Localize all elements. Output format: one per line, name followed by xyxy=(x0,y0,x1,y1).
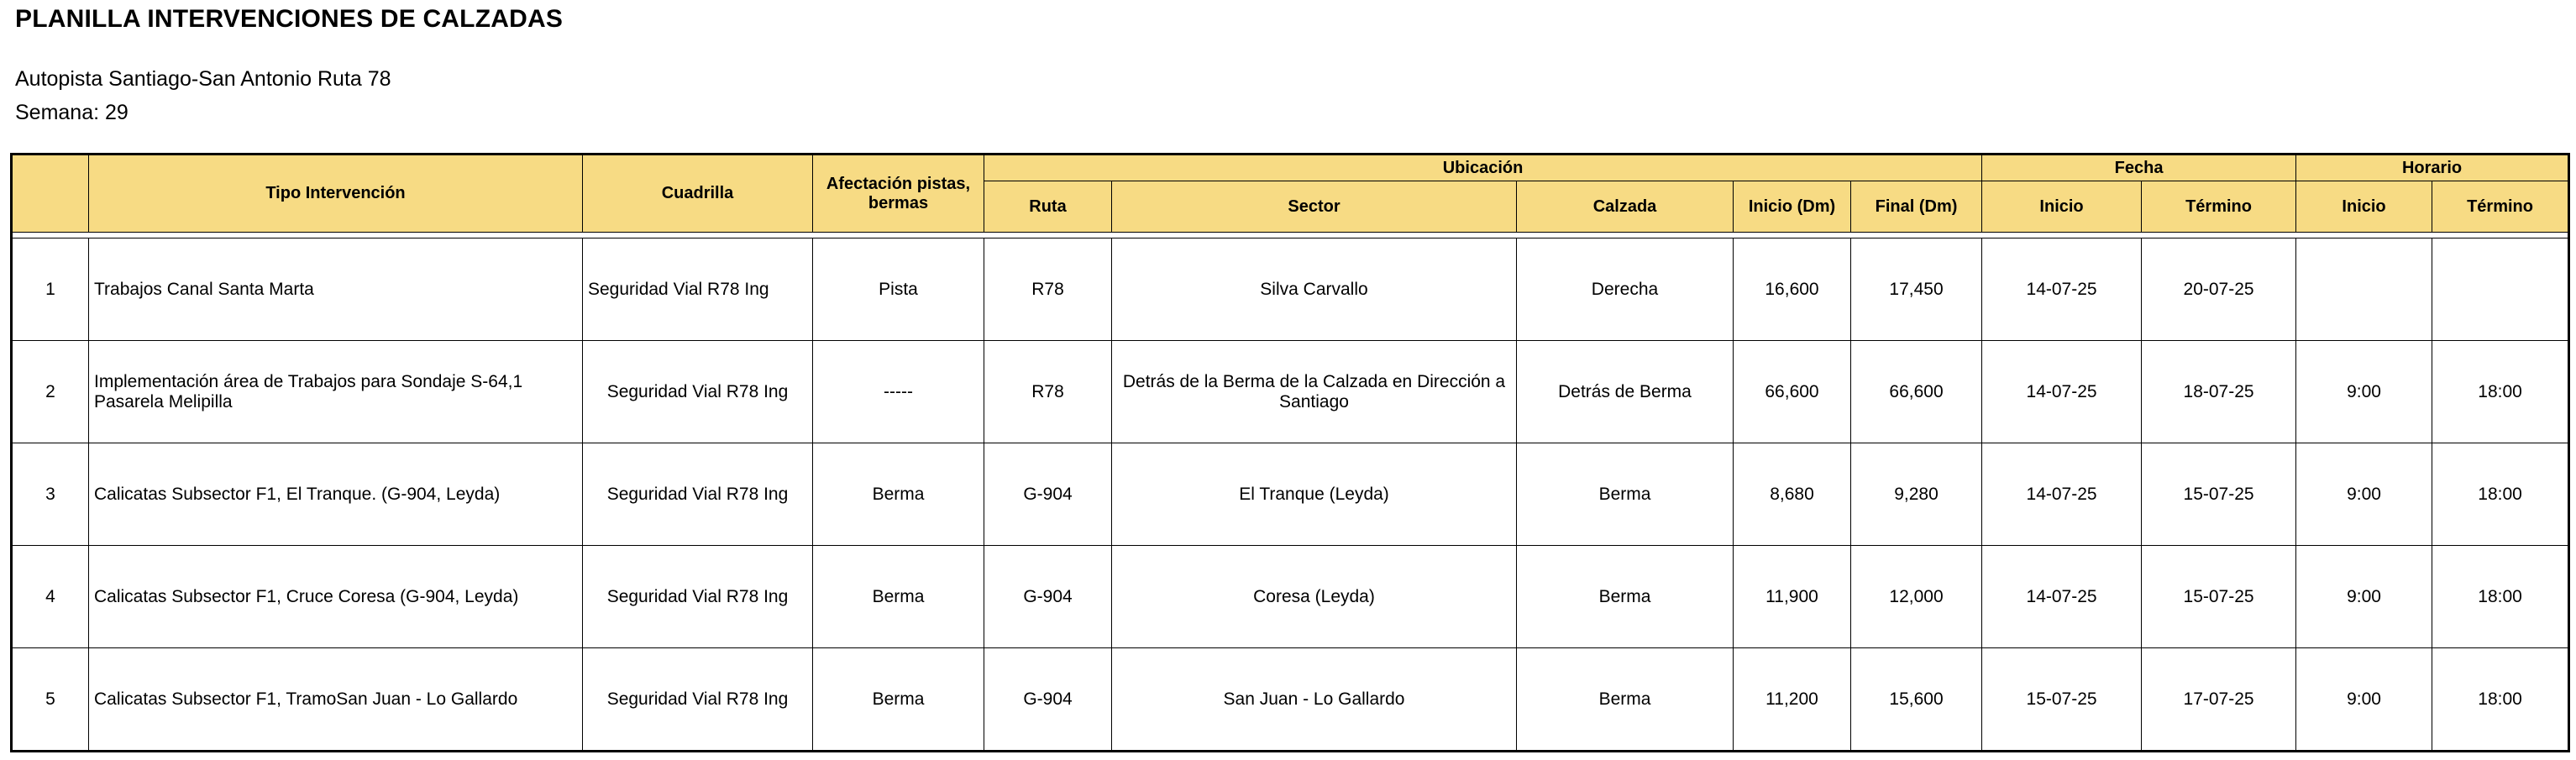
cell-ruta: R78 xyxy=(984,341,1112,443)
cell-horario-inicio: 9:00 xyxy=(2296,546,2432,648)
cell-calzada: Detrás de Berma xyxy=(1517,341,1734,443)
cell-inicio-dm: 8,680 xyxy=(1734,443,1851,546)
cell-tipo-intervencion: Calicatas Subsector F1, El Tranque. (G-904, Leyda) xyxy=(89,443,583,546)
row-index: 3 xyxy=(12,443,89,546)
cell-horario-termino: 18:00 xyxy=(2432,648,2569,752)
header-fecha-inicio: Inicio xyxy=(1982,181,2142,233)
cell-cuadrilla: Seguridad Vial R78 Ing xyxy=(583,546,813,648)
table-row xyxy=(12,648,2569,752)
cell-tipo-intervencion: Trabajos Canal Santa Marta xyxy=(89,238,583,341)
header-index xyxy=(12,155,89,233)
header-spacer-row xyxy=(12,233,2569,238)
row-index: 2 xyxy=(12,341,89,443)
table-row xyxy=(12,238,2569,341)
cell-cuadrilla: Seguridad Vial R78 Ing xyxy=(583,238,813,341)
cell-sector: Detrás de la Berma de la Calzada en Dirección a Santiago xyxy=(1112,341,1517,443)
cell-ruta: R78 xyxy=(984,238,1112,341)
cell-inicio-dm: 11,200 xyxy=(1734,648,1851,752)
cell-tipo-intervencion: Calicatas Subsector F1, TramoSan Juan - Lo Gallardo xyxy=(89,648,583,752)
cell-inicio-dm: 16,600 xyxy=(1734,238,1851,341)
header-inicio-dm: Inicio (Dm) xyxy=(1734,181,1851,233)
cell-tipo-intervencion: Calicatas Subsector F1, Cruce Coresa (G-904, Leyda) xyxy=(89,546,583,648)
page-title: PLANILLA INTERVENCIONES DE CALZADAS xyxy=(15,5,564,33)
header-ruta: Ruta xyxy=(984,181,1112,233)
cell-fecha-termino: 20-07-25 xyxy=(2142,238,2296,341)
header-horario-termino: Término xyxy=(2432,181,2569,233)
cell-horario-inicio: 9:00 xyxy=(2296,341,2432,443)
cell-fecha-inicio: 14-07-25 xyxy=(1982,341,2142,443)
header-fecha: Fecha xyxy=(1982,155,2296,181)
cell-afectacion: ----- xyxy=(813,341,984,443)
cell-sector: El Tranque (Leyda) xyxy=(1112,443,1517,546)
row-index: 5 xyxy=(12,648,89,752)
header-final-dm: Final (Dm) xyxy=(1851,181,1982,233)
cell-final-dm: 9,280 xyxy=(1851,443,1982,546)
cell-fecha-termino: 18-07-25 xyxy=(2142,341,2296,443)
table-row xyxy=(12,341,2569,443)
cell-fecha-termino: 17-07-25 xyxy=(2142,648,2296,752)
header-afectacion: Afectación pistas, bermas xyxy=(813,155,984,233)
header-horario-inicio: Inicio xyxy=(2296,181,2432,233)
cell-fecha-termino: 15-07-25 xyxy=(2142,546,2296,648)
cell-fecha-inicio: 14-07-25 xyxy=(1982,443,2142,546)
interventions-table xyxy=(10,153,2570,752)
cell-cuadrilla: Seguridad Vial R78 Ing xyxy=(583,443,813,546)
cell-fecha-inicio: 14-07-25 xyxy=(1982,546,2142,648)
header-ubicacion: Ubicación xyxy=(984,155,1982,181)
cell-cuadrilla: Seguridad Vial R78 Ing xyxy=(583,648,813,752)
cell-afectacion: Pista xyxy=(813,238,984,341)
table-row xyxy=(12,443,2569,546)
cell-fecha-inicio: 14-07-25 xyxy=(1982,238,2142,341)
cell-tipo-intervencion: Implementación área de Trabajos para Sondaje S-64,1 Pasarela Melipilla xyxy=(89,341,583,443)
header-horario: Horario xyxy=(2296,155,2569,181)
cell-final-dm: 15,600 xyxy=(1851,648,1982,752)
cell-final-dm: 17,450 xyxy=(1851,238,1982,341)
cell-horario-termino: 18:00 xyxy=(2432,443,2569,546)
cell-calzada: Berma xyxy=(1517,546,1734,648)
cell-final-dm: 12,000 xyxy=(1851,546,1982,648)
cell-fecha-termino: 15-07-25 xyxy=(2142,443,2296,546)
cell-afectacion: Berma xyxy=(813,546,984,648)
table-row xyxy=(12,546,2569,648)
cell-ruta: G-904 xyxy=(984,546,1112,648)
page-subtitle: Autopista Santiago-San Antonio Ruta 78 xyxy=(15,67,391,91)
cell-horario-inicio: 9:00 xyxy=(2296,443,2432,546)
cell-calzada: Berma xyxy=(1517,648,1734,752)
cell-inicio-dm: 66,600 xyxy=(1734,341,1851,443)
cell-final-dm: 66,600 xyxy=(1851,341,1982,443)
header-tipo-intervencion: Tipo Intervención xyxy=(89,155,583,233)
header-fecha-termino: Término xyxy=(2142,181,2296,233)
row-index: 1 xyxy=(12,238,89,341)
cell-horario-termino: 18:00 xyxy=(2432,546,2569,648)
cell-fecha-inicio: 15-07-25 xyxy=(1982,648,2142,752)
cell-horario-termino: 18:00 xyxy=(2432,341,2569,443)
row-index: 4 xyxy=(12,546,89,648)
cell-inicio-dm: 11,900 xyxy=(1734,546,1851,648)
cell-calzada: Derecha xyxy=(1517,238,1734,341)
week-label: Semana: 29 xyxy=(15,101,129,124)
header-cuadrilla: Cuadrilla xyxy=(583,155,813,233)
cell-horario-termino xyxy=(2432,238,2569,341)
cell-horario-inicio xyxy=(2296,238,2432,341)
header-calzada: Calzada xyxy=(1517,181,1734,233)
header-sector: Sector xyxy=(1112,181,1517,233)
cell-calzada: Berma xyxy=(1517,443,1734,546)
cell-sector: Silva Carvallo xyxy=(1112,238,1517,341)
cell-ruta: G-904 xyxy=(984,443,1112,546)
cell-ruta: G-904 xyxy=(984,648,1112,752)
cell-sector: Coresa (Leyda) xyxy=(1112,546,1517,648)
cell-afectacion: Berma xyxy=(813,443,984,546)
cell-afectacion: Berma xyxy=(813,648,984,752)
cell-sector: San Juan - Lo Gallardo xyxy=(1112,648,1517,752)
cell-cuadrilla: Seguridad Vial R78 Ing xyxy=(583,341,813,443)
cell-horario-inicio: 9:00 xyxy=(2296,648,2432,752)
